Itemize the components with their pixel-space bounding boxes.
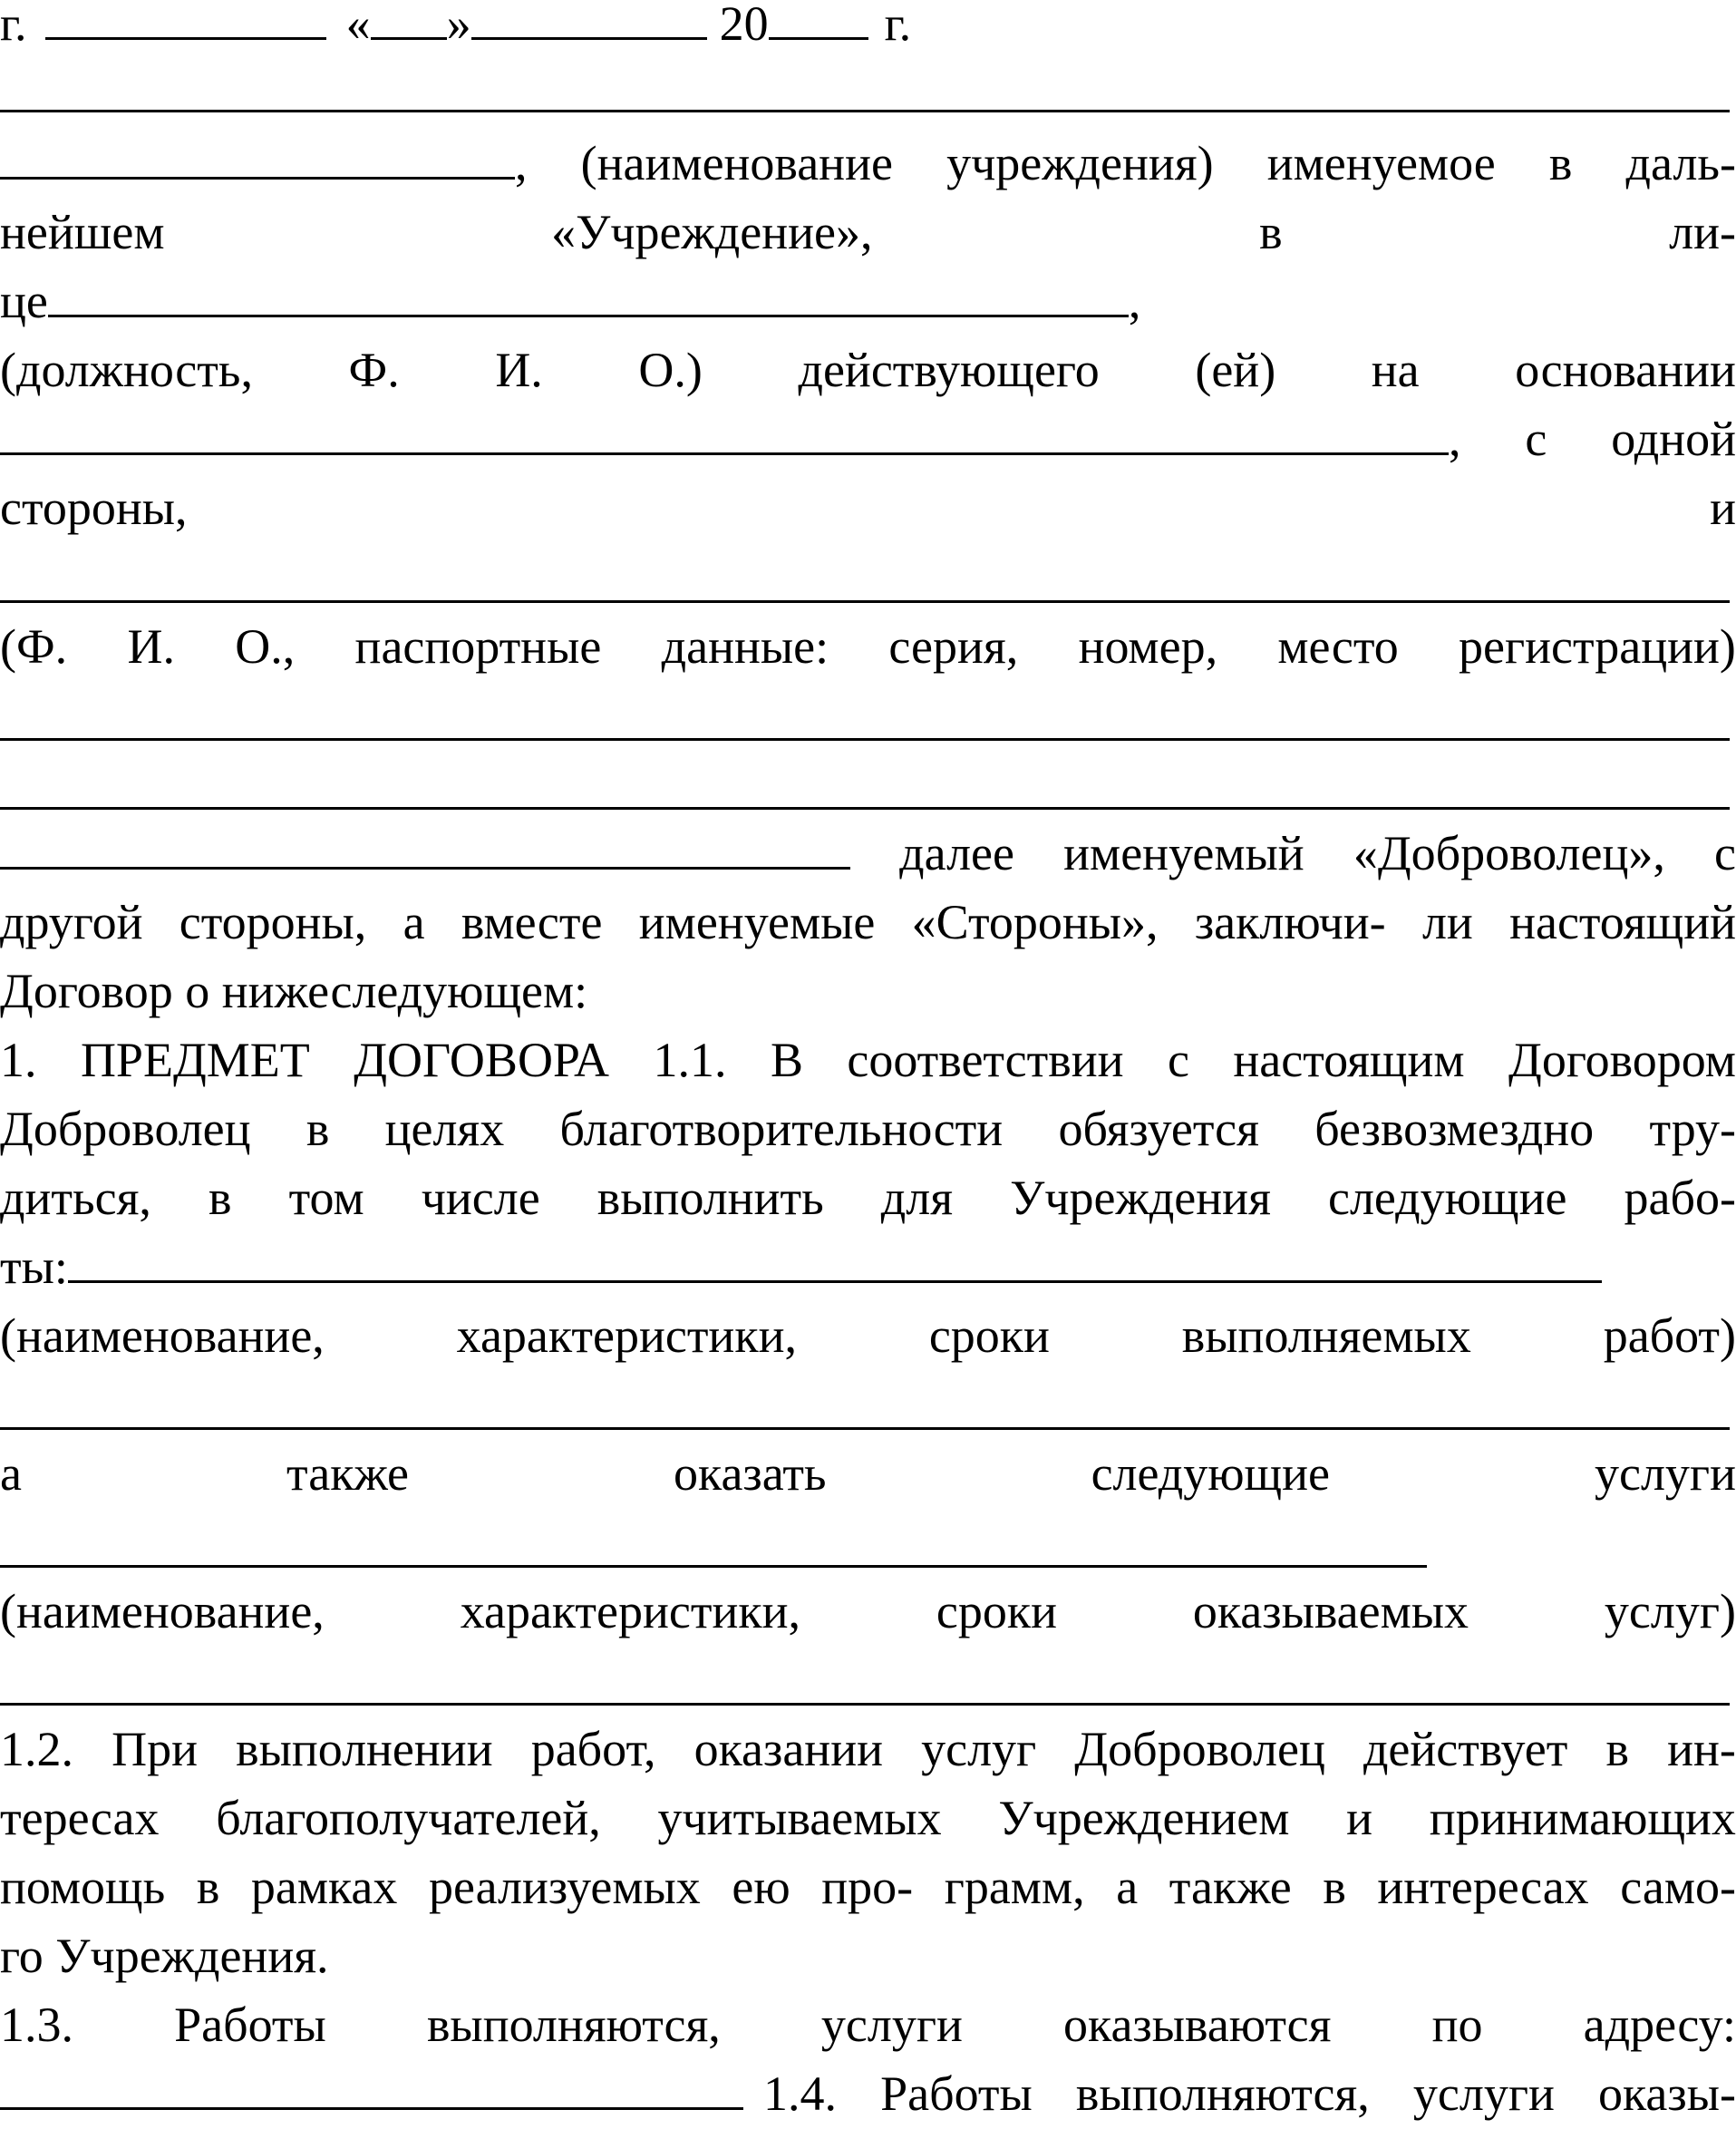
word: в [209, 1171, 232, 1225]
month-blank[interactable] [471, 0, 707, 40]
word: рабо- [1624, 1171, 1736, 1225]
word: (должность, [0, 343, 253, 397]
word: про- [821, 1860, 914, 1914]
word: 1.3. [0, 1998, 73, 2052]
word: безвозмездно [1314, 1102, 1595, 1156]
word: Доброволец [1074, 1722, 1325, 1776]
city-prefix: г. [0, 0, 27, 51]
word: также [286, 1446, 410, 1501]
word: оказании [693, 1722, 883, 1776]
word: Учреждением [998, 1791, 1290, 1845]
clause-1-2-line-4: го Учреждения. [0, 1929, 329, 1983]
word: , [1449, 412, 1461, 466]
word: само- [1620, 1860, 1736, 1914]
clause-1-3-line-1 [0, 1990, 1736, 2059]
word: серия, [888, 619, 1019, 674]
section1-line-22 [0, 1439, 1736, 1508]
word: помощь [0, 1860, 166, 1914]
preamble-line-13 [0, 819, 1736, 888]
word: услуги [1595, 1446, 1736, 1501]
word: услуг) [1604, 1584, 1736, 1638]
word: целях [384, 1102, 505, 1156]
passport-continuation-blank[interactable] [0, 830, 850, 870]
word: а [0, 1446, 22, 1501]
word: соответствии [847, 1033, 1124, 1087]
preamble-suffix-5: , [1128, 274, 1141, 328]
word: «Учреждение», [551, 205, 873, 259]
preamble-line-6 [0, 335, 1736, 404]
word: интересах [1377, 1860, 1589, 1914]
word: принимающих [1429, 1791, 1736, 1845]
word: сроки [936, 1584, 1057, 1638]
word: с [1525, 412, 1547, 466]
word: для [880, 1171, 954, 1225]
word: в [196, 1860, 220, 1914]
word: следующие [1091, 1446, 1330, 1501]
word: и [1710, 481, 1736, 535]
word: и [1346, 1791, 1373, 1845]
word: благополучателей, [216, 1791, 601, 1845]
word: (наименование, [0, 1584, 325, 1638]
word: на [1371, 343, 1420, 397]
word: О., [235, 619, 296, 674]
preamble-text-3: , (наименование учреждения) именуемое в даль- [515, 136, 1736, 190]
word: ею [732, 1860, 790, 1914]
word: в [1323, 1860, 1346, 1914]
section1-line-20 [0, 1301, 1736, 1370]
preamble-line-3 [0, 129, 1736, 198]
word: адресу: [1583, 1998, 1736, 2052]
word: регистрации) [1459, 619, 1736, 674]
word: диться, [0, 1171, 151, 1225]
word: паспортные [354, 619, 602, 674]
word: основании [1515, 343, 1736, 397]
word: (наименование, [0, 1308, 325, 1363]
word: При [112, 1722, 199, 1776]
word: Работы [174, 1998, 326, 2052]
word: оказать [674, 1446, 827, 1501]
word: том [288, 1171, 364, 1225]
word: 1.2. [0, 1722, 73, 1776]
volunteer-name-rule[interactable] [0, 600, 1730, 603]
word: следующие [1328, 1171, 1567, 1225]
day-blank[interactable] [371, 0, 447, 40]
institution-name-rule[interactable] [0, 110, 1730, 112]
city-blank[interactable] [45, 0, 326, 40]
word: действующего [798, 343, 1100, 397]
word: место [1277, 619, 1399, 674]
institution-name-blank[interactable] [0, 140, 515, 180]
word: Доброволец [0, 1102, 251, 1156]
section1-line-24 [0, 1577, 1736, 1646]
word: характеристики, [460, 1584, 800, 1638]
word: Ф. [348, 343, 400, 397]
word: оказываются [1063, 1998, 1332, 2052]
word: обязуется [1058, 1102, 1259, 1156]
year-prefix: 20 [719, 0, 769, 51]
word: данные: [661, 619, 829, 674]
word: с [1167, 1033, 1189, 1087]
basis-blank[interactable] [0, 415, 1449, 455]
word: (ей) [1195, 343, 1276, 397]
word: И. [127, 619, 175, 674]
word: услуг [921, 1722, 1037, 1776]
works-blank[interactable] [68, 1243, 1602, 1283]
word: работ, [530, 1722, 656, 1776]
section1-line-16 [0, 1026, 1736, 1094]
clause-1-2-line-1 [0, 1715, 1736, 1784]
services-details-rule[interactable] [0, 1703, 1730, 1706]
passport-data-rule[interactable] [0, 738, 1730, 741]
word: в [305, 1102, 330, 1156]
section1-line-17 [0, 1094, 1736, 1163]
word: ДОГОВОРА [354, 1033, 610, 1087]
word: Договором [1508, 1033, 1736, 1087]
works-prefix: ты: [0, 1239, 68, 1294]
word: реализуемых [428, 1860, 701, 1914]
preamble-prefix-5: це [0, 274, 48, 328]
section1-line-18 [0, 1163, 1736, 1232]
word: 1.1. [653, 1033, 727, 1087]
preamble-line-10 [0, 612, 1736, 681]
word: тересах [0, 1791, 160, 1845]
year-suffix: г. [884, 0, 912, 51]
clause-1-4-start: 1.4. Работы выполняются, услуги оказы- [763, 2066, 1736, 2121]
word: по [1431, 1998, 1483, 2052]
word: оказываемых [1192, 1584, 1469, 1638]
word: работ) [1603, 1308, 1736, 1363]
word: также [1169, 1860, 1292, 1914]
word: рамках [250, 1860, 398, 1914]
word: благотворительности [559, 1102, 1004, 1156]
word: В [770, 1033, 803, 1087]
word: именуемый [1063, 826, 1304, 880]
clause-1-2-line-3 [0, 1852, 1736, 1921]
word: О.) [638, 343, 703, 397]
section1-line-19 [0, 1232, 1736, 1301]
services-rule[interactable] [0, 1565, 1427, 1568]
word: настоящим [1233, 1033, 1465, 1087]
word: услуги [820, 1998, 963, 2052]
word: выполнении [236, 1722, 493, 1776]
word: выполнить [596, 1171, 824, 1225]
word: И. [495, 343, 543, 397]
word: «Доброволец», [1353, 826, 1665, 880]
header-date-line [0, 0, 1736, 58]
address-blank[interactable] [0, 2070, 743, 2110]
word: в [1259, 205, 1283, 259]
word: учитываемых [657, 1791, 942, 1845]
word: тру- [1649, 1102, 1736, 1156]
word: выполняемых [1181, 1308, 1471, 1363]
quote-open: « [345, 0, 371, 51]
word: ли- [1669, 205, 1736, 259]
word: 1. [0, 1033, 37, 1087]
preamble-line-8 [0, 473, 1736, 542]
word: (Ф. [0, 619, 68, 674]
word: с [1714, 826, 1736, 880]
word: номер, [1078, 619, 1218, 674]
preamble-line-4 [0, 198, 1736, 267]
word: а [1116, 1860, 1139, 1914]
word: числе [421, 1171, 540, 1225]
quote-close: » [446, 0, 471, 51]
word: характеристики, [456, 1308, 797, 1363]
preamble-line-15: Договор о нижеследующем: [0, 964, 588, 1018]
passport-data-rule[interactable] [0, 807, 1730, 810]
clause-1-3-line-2 [0, 2059, 1736, 2128]
word: одной [1611, 412, 1736, 466]
preamble-line-14: другой стороны, а вместе именуемые «Стороны», заключи- ли настоящий [0, 895, 1736, 949]
works-details-rule[interactable] [0, 1427, 1730, 1430]
word: грамм, [944, 1860, 1085, 1914]
year-blank[interactable] [769, 0, 868, 40]
word: нейшем [0, 205, 165, 259]
preamble-line-7 [0, 404, 1736, 473]
word: далее [899, 826, 1014, 880]
word: выполняются, [426, 1998, 721, 2052]
word: сроки [928, 1308, 1050, 1363]
word: ин- [1667, 1722, 1736, 1776]
word: действует [1363, 1722, 1568, 1776]
word: в [1605, 1722, 1629, 1776]
word: Учреждения [1010, 1171, 1271, 1225]
word: стороны, [0, 481, 188, 535]
preamble-line-5 [0, 267, 1736, 335]
clause-1-2-line-2 [0, 1784, 1736, 1852]
representative-blank[interactable] [48, 277, 1129, 317]
word: ПРЕДМЕТ [80, 1033, 310, 1087]
